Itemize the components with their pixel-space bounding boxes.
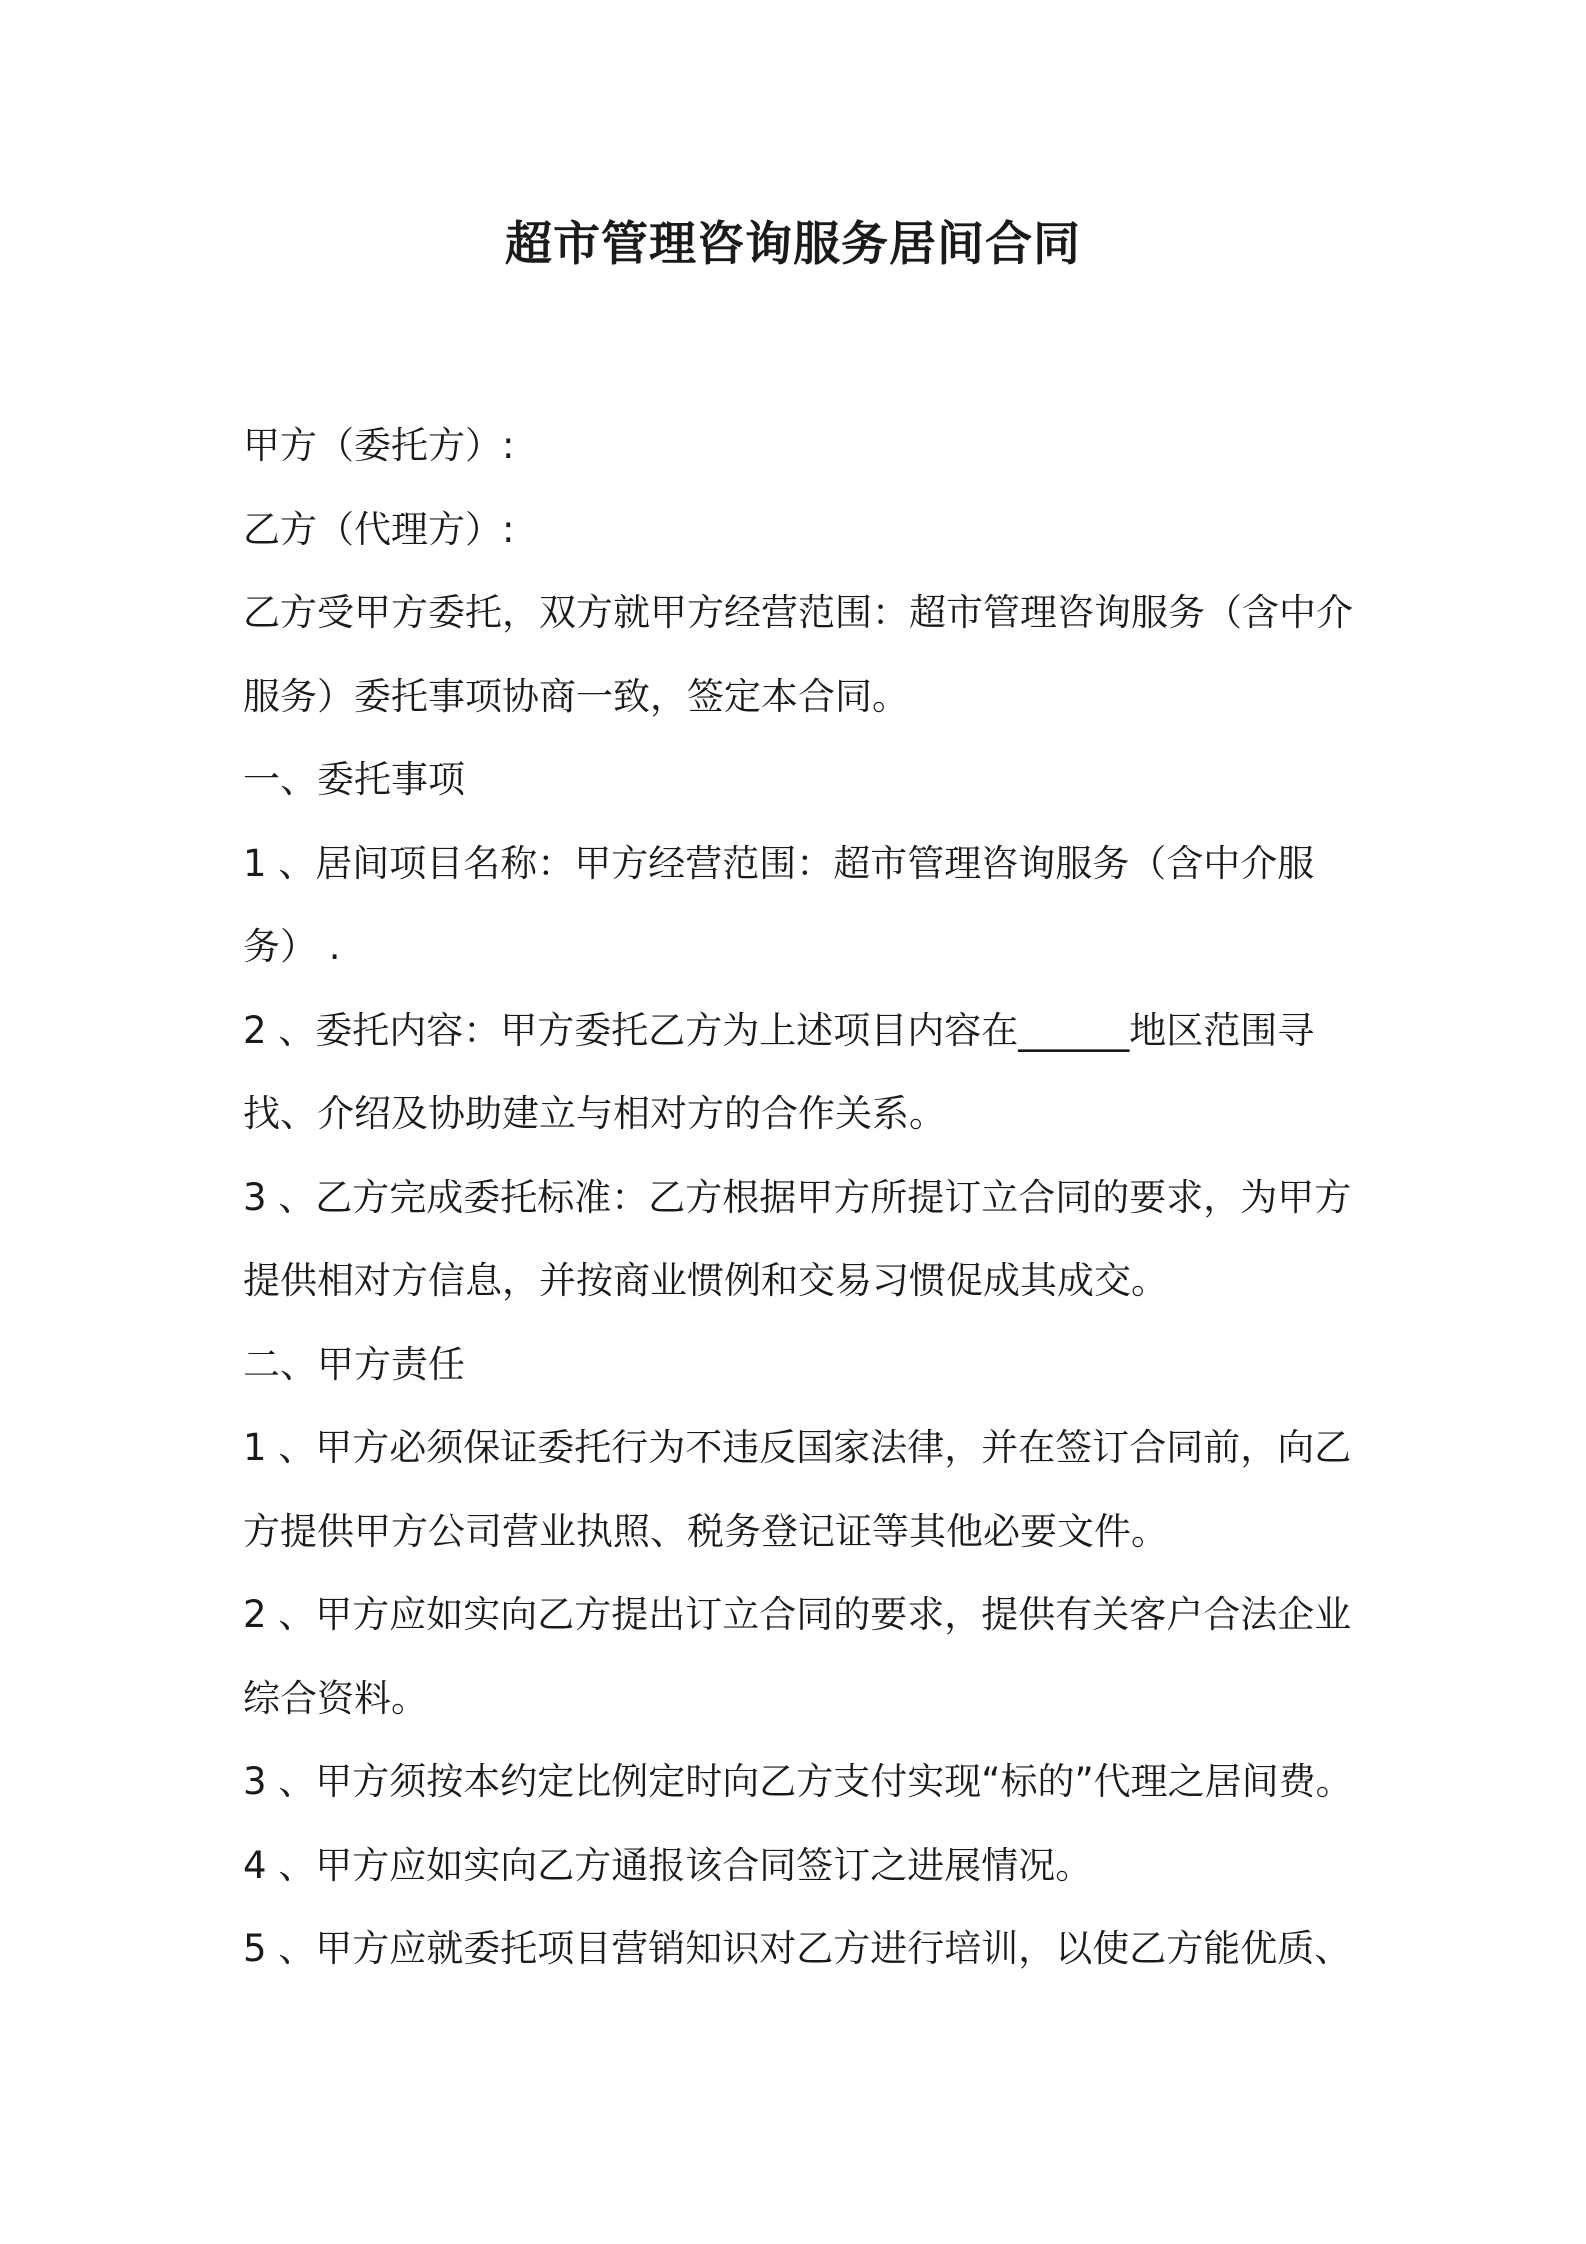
clause-2-3-line-1: 3 、甲方须按本约定比例定时向乙方支付实现“标的”代理之居间费。 — [243, 1760, 1353, 1803]
contract-body — [243, 404, 1363, 1991]
clause-2-5-line-1: 5 、甲方应就委托项目营销知识对乙方进行培训，以使乙方能优质、 — [243, 1927, 1352, 1970]
clause-2-2-line-2: 综合资料。 — [243, 1676, 428, 1720]
clause-1-3-line-1: 3 、乙方完成委托标准：乙方根据甲方所提订立合同的要求，为甲方 — [243, 1175, 1352, 1219]
section-heading-2: 二、甲方责任 — [243, 1342, 465, 1386]
clause-2-1-line-2: 方提供甲方公司营业执照、税务登记证等其他必要文件。 — [243, 1509, 1168, 1553]
clause-2-4-line-1: 4 、甲方应如实向乙方通报该合同签订之进展情况。 — [243, 1843, 1093, 1887]
clause-1-3-line-2: 提供相对方信息，并按商业惯例和交易习惯促成其成交。 — [243, 1259, 1168, 1302]
clause-1-2-line-1: 2 、委托内容：甲方委托乙方为上述项目内容在______地区范围寻 — [243, 1008, 1315, 1052]
clause-1-2-line-2: 找、介绍及协助建立与相对方的合作关系。 — [243, 1092, 946, 1135]
clause-1-1-line-2: 务） . — [243, 925, 341, 968]
party-b-line: 乙方（代理方）: — [243, 507, 515, 551]
clause-1-1-line-1: 1 、居间项目名称：甲方经营范围：超市管理咨询服务（含中介服 — [243, 841, 1315, 885]
intro-line-2: 服务）委托事项协商一致，签定本合同。 — [243, 674, 909, 718]
clause-2-1-line-1: 1 、甲方必须保证委托行为不违反国家法律，并在签订合同前，向乙 — [243, 1426, 1352, 1469]
party-a-line: 甲方（委托方）: — [243, 424, 515, 467]
document-title: 超市管理咨询服务居间合同 — [505, 217, 1081, 272]
section-heading-1: 一、委托事项 — [243, 758, 465, 801]
clause-2-2-line-1: 2 、甲方应如实向乙方提出订立合同的要求，提供有关客户合法企业 — [243, 1593, 1352, 1636]
intro-line-1: 乙方受甲方委托，双方就甲方经营范围：超市管理咨询服务（含中介 — [243, 591, 1353, 634]
